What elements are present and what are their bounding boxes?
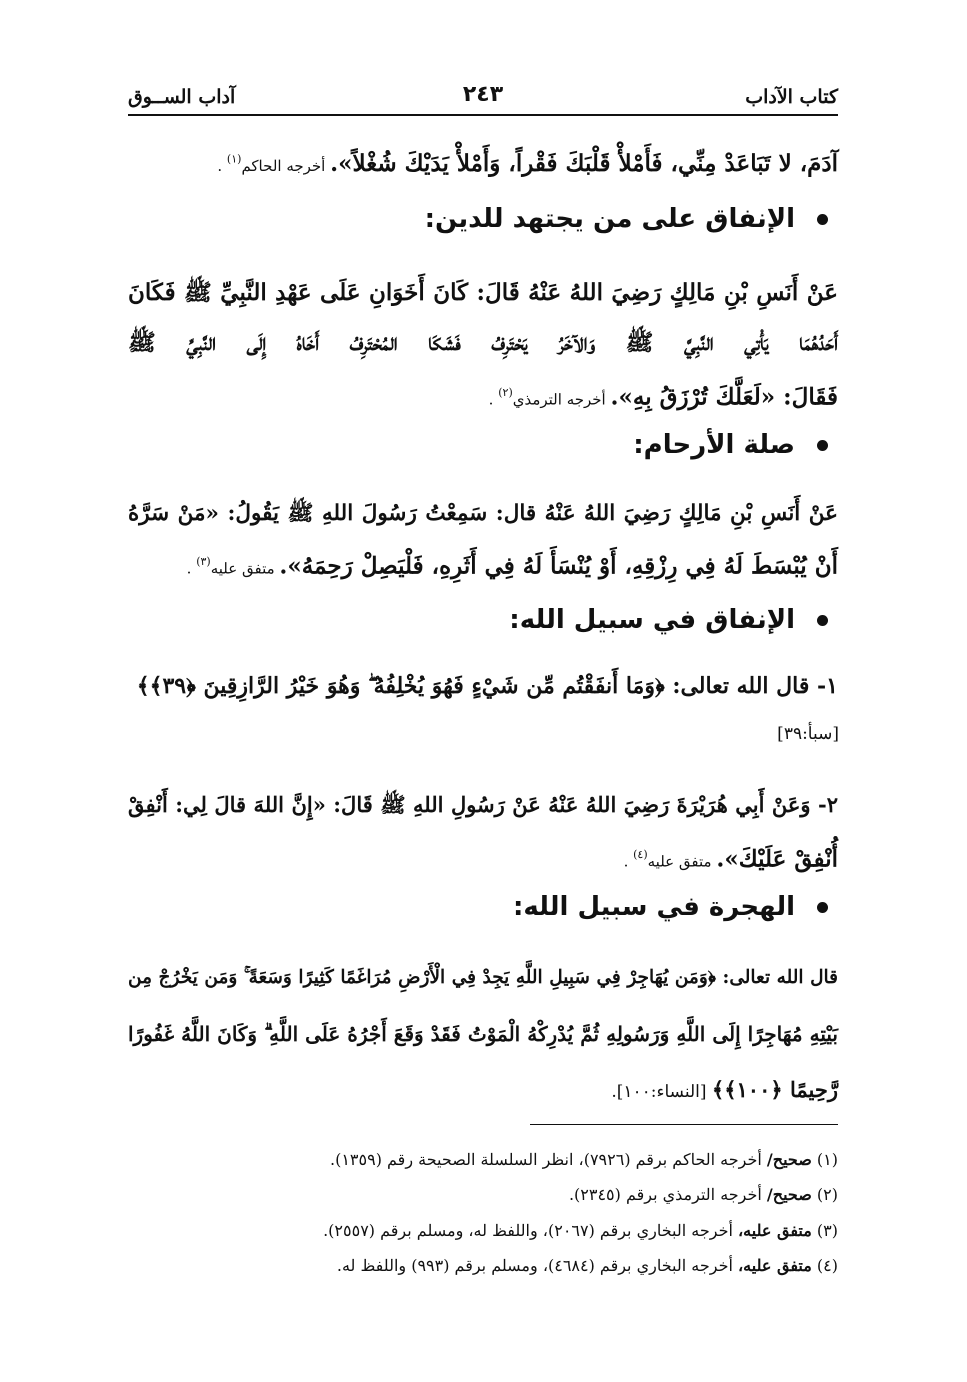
quran-verse-line [128, 1062, 838, 1120]
heading-text: الهجرة في سبيل الله: [512, 892, 795, 922]
source-note: أخرجه الحاكم [241, 157, 331, 175]
chapter-title: آداب الســوق [128, 86, 236, 108]
footnote-marker: (٣) [196, 555, 211, 568]
footnote-3 [128, 1221, 838, 1240]
intro-paragraph [128, 150, 838, 177]
quran-verse-line: قال الله تعالى: ﴿وَمَن يُهَاجِرْ فِي سَبِيلِ اللَّهِ يَجِدْ فِي الْأَرْضِ مُرَاغَمًا كَثِيرًا وَسَعَةً ۚ وَمَن يَخْرُجْ مِن [128, 967, 838, 988]
heading-text: صلة الأرحام: [633, 430, 795, 460]
hadith-text: أَنْ يُبْسَطَ لَهُ فِي رِزْقِهِ، أَوْ يُنْسَأَ لَهُ فِي أَثَرِهِ، فَلْيَصِلْ رَحِمَهُ». [279, 552, 838, 580]
bullet-icon [817, 440, 828, 451]
footnote-number: (١) [811, 1150, 838, 1169]
text-line: ٢- وَعَنْ أَبِي هُرَيْرَةَ رَضِيَ اللهُ عَنْهُ عَنْ رَسُولِ اللهِ ﷺ قَالَ: «إِنَّ اللهَ قالَ لِي: أَنْفِقْ [128, 792, 838, 817]
quran-verse-line: بَيْتِهِ مُهَاجِرًا إِلَى اللَّهِ وَرَسُولِهِ ثُمَّ يُدْرِكْهُ الْمَوْتُ فَقَدْ وَقَعَ أَجْرُهُ عَلَى اللَّهِ ۗ وَكَانَ اللَّهُ غَفُورًا [128, 1022, 838, 1046]
text-line [128, 368, 838, 425]
footnote-grade: صحيح/ [766, 1185, 812, 1204]
section-heading-emigration-in-gods-cause [128, 892, 838, 922]
book-title: كتاب الآداب [745, 86, 838, 108]
hadith-text: آدَمَ، لا تَبَاعَدْ مِنِّي، فَأَمْلأْ قَلْبَكَ فَقْراً، وَأَمْلأْ يَدَيْكَ شُغْلاً». [330, 150, 838, 177]
punctuation: . [623, 852, 634, 871]
section-heading-spending-in-gods-cause [128, 605, 838, 635]
footnote-4 [128, 1256, 838, 1275]
section-heading-kinship-ties [128, 430, 838, 460]
section3-item2 [128, 780, 838, 887]
footnote-number: (٤) [811, 1256, 838, 1275]
running-header [128, 80, 838, 116]
footnote-marker: (٤) [633, 848, 648, 861]
section1-paragraph [128, 268, 838, 425]
verse-text: رَّحِيمًا ﴿١٠٠﴾﴾ [711, 1077, 838, 1102]
footnote-marker: (٢) [498, 386, 513, 399]
heading-text: الإنفاق في سبيل الله: [509, 605, 795, 635]
source-note: متفق عليه [647, 852, 717, 871]
section3-item1 [128, 663, 838, 709]
section-heading-spending-on-religious-striver [128, 204, 838, 234]
text-line [128, 830, 838, 887]
section2-paragraph [128, 490, 838, 593]
quran-verse-line: ١- قال الله تعالى: ﴿وَمَا أَنفَقْتُم مِّن شَيْءٍ فَهُوَ يُخْلِفُهُ ۖ وَهُوَ خَيْرُ الرَّازِقِينَ ﴿٣٩﴾﴾ [136, 673, 838, 699]
footnote-grade: متفق عليه، [738, 1256, 812, 1275]
header-divider [128, 114, 838, 116]
bullet-icon [817, 214, 828, 225]
footnote-text: أخرجه البخاري برقم (٤٦٨٤)، ومسلم برقم (٩٩٣) واللفظ له. [336, 1256, 738, 1275]
text-line: أَحَدُهُمَا يَأْتِي النَّبِيَّ ﷺ وَالآخَرُ يَحْتَرِفُ فَشَكَا المُحْتَرِفُ أَخَاهُ إِلَى النَّبِيِّ ﷺ [128, 329, 838, 356]
footnote-text: أخرجه الترمذي برقم (٢٣٤٥). [568, 1185, 767, 1204]
quran-reference: [النساء:١٠٠]. [611, 1082, 712, 1102]
bullet-icon [817, 615, 828, 626]
bullet-icon [817, 902, 828, 913]
text-line: عَنْ أَنَسِ بْنِ مَالِكٍ رَضِيَ اللهُ عَنْهُ قال: سَمِعْتُ رَسُولَ اللهِ ﷺ يَقُولُ: «مَنْ سَرَّهُ [128, 501, 838, 526]
punctuation: . [186, 559, 197, 578]
footnote-number: (٣) [811, 1221, 838, 1240]
intro-line [128, 150, 838, 177]
hadith-text: فَقَالَ: «لَعَلَّكَ تُرْزَقُ بِهِ». [610, 383, 838, 411]
text-line [128, 538, 838, 593]
footnote-text: أخرجه البخاري برقم (٢٠٦٧)، واللفظ له، ومسلم برقم (٢٥٥٧). [323, 1221, 738, 1240]
hadith-text: أُنْفِقْ عَلَيْكَ». [716, 845, 838, 873]
footnote-grade: صحيح/ [766, 1150, 812, 1169]
punctuation: . [488, 390, 499, 409]
heading-text: الإنفاق على من يجتهد للدين: [424, 204, 795, 234]
footnote-1 [128, 1150, 838, 1169]
section4-paragraph [128, 950, 838, 1120]
footnote-2 [128, 1185, 838, 1204]
footnote-text: أخرجه الحاكم برقم (٧٩٢٦)، انظر السلسلة الصحيحة رقم (١٣٥٩). [329, 1150, 767, 1169]
source-note: متفق عليه [210, 559, 280, 578]
punctuation: . [217, 157, 227, 175]
footnote-number: (٢) [811, 1185, 838, 1204]
footnote-marker: (١) [226, 152, 242, 166]
page-number: ٢٤٣ [462, 82, 504, 107]
text-line: عَنْ أَنَسِ بْنِ مَالِكٍ رَضِيَ اللهُ عَنْهُ قَالَ: كَانَ أَخَوَانِ عَلَى عَهْدِ النَّبِيِّ ﷺ فَكَانَ [128, 279, 838, 306]
footnote-divider [530, 1124, 838, 1125]
source-note: أخرجه الترمذي [512, 390, 611, 409]
quran-reference: [سبأ:٣٩] [777, 724, 839, 744]
footnote-grade: متفق عليه، [738, 1221, 812, 1240]
